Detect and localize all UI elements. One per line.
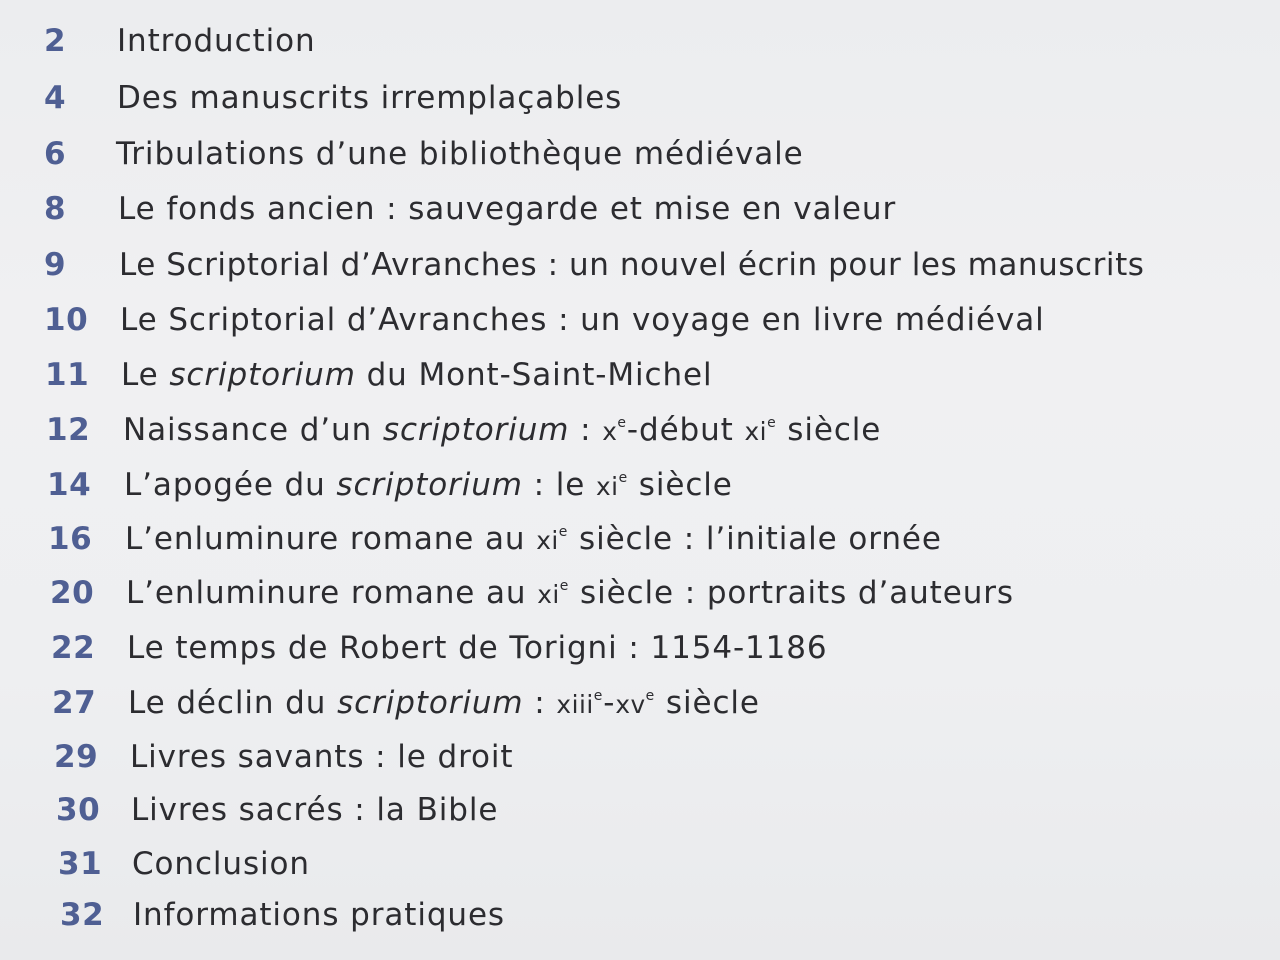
toc-page-number: 31	[58, 846, 103, 882]
toc-page-number: 22	[51, 630, 96, 666]
toc-entry-title: Introduction	[117, 23, 316, 59]
toc-page-number: 6	[44, 136, 67, 172]
toc-page-number: 16	[48, 521, 93, 557]
toc-page-number: 9	[44, 247, 67, 283]
toc-page-number: 2	[44, 23, 67, 59]
toc-page-number: 29	[54, 739, 99, 775]
toc-entry-title: Le déclin du scriptorium : $xiii^e-xv^e$ siècle	[128, 685, 760, 721]
toc-page-number: 27	[52, 685, 97, 721]
toc-entry-title: Le Scriptorial d’Avranches : un nouvel écrin pour les manuscrits	[119, 247, 1145, 283]
toc-entry-title: Livres savants : le droit	[130, 739, 514, 775]
toc-page-number: 32	[60, 897, 105, 933]
toc-entry-title: Le temps de Robert de Torigni : 1154-1186	[127, 630, 828, 666]
toc-entry-title: Le scriptorium du Mont-Saint-Michel	[121, 357, 713, 393]
toc-entry-title: Informations pratiques	[133, 897, 505, 933]
toc-page-number: 12	[46, 412, 91, 448]
toc-entry-title: Conclusion	[132, 846, 310, 882]
toc-entry-title: Naissance d’un scriptorium : $x^e$-début $xi^e$ siècle	[123, 412, 882, 448]
toc-page-number: 4	[44, 80, 67, 116]
toc-page-number: 30	[56, 792, 101, 828]
toc-entry-title: Le Scriptorial d’Avranches : un voyage en livre médiéval	[120, 302, 1045, 338]
toc-entry-title: L’enluminure romane au $xi^e$ siècle : portraits d’auteurs	[126, 575, 1014, 611]
toc-page-number: 11	[45, 357, 90, 393]
toc-page-number: 20	[50, 575, 95, 611]
toc-entry-title: L’enluminure romane au $xi^e$ siècle : l’initiale ornée	[125, 521, 942, 557]
toc-entry-title: L’apogée du scriptorium : le $xi^e$ siècle	[124, 467, 733, 503]
toc-entry-title: Le fonds ancien : sauvegarde et mise en valeur	[118, 191, 897, 227]
toc-entry-title: Livres sacrés : la Bible	[131, 792, 499, 828]
toc-page-number: 10	[44, 302, 89, 338]
toc-entry-title: Tribulations d’une bibliothèque médiévale	[116, 136, 804, 172]
toc-page-number: 14	[47, 467, 92, 503]
toc-entry-title: Des manuscrits irremplaçables	[117, 80, 623, 116]
toc-page-number: 8	[44, 191, 67, 227]
